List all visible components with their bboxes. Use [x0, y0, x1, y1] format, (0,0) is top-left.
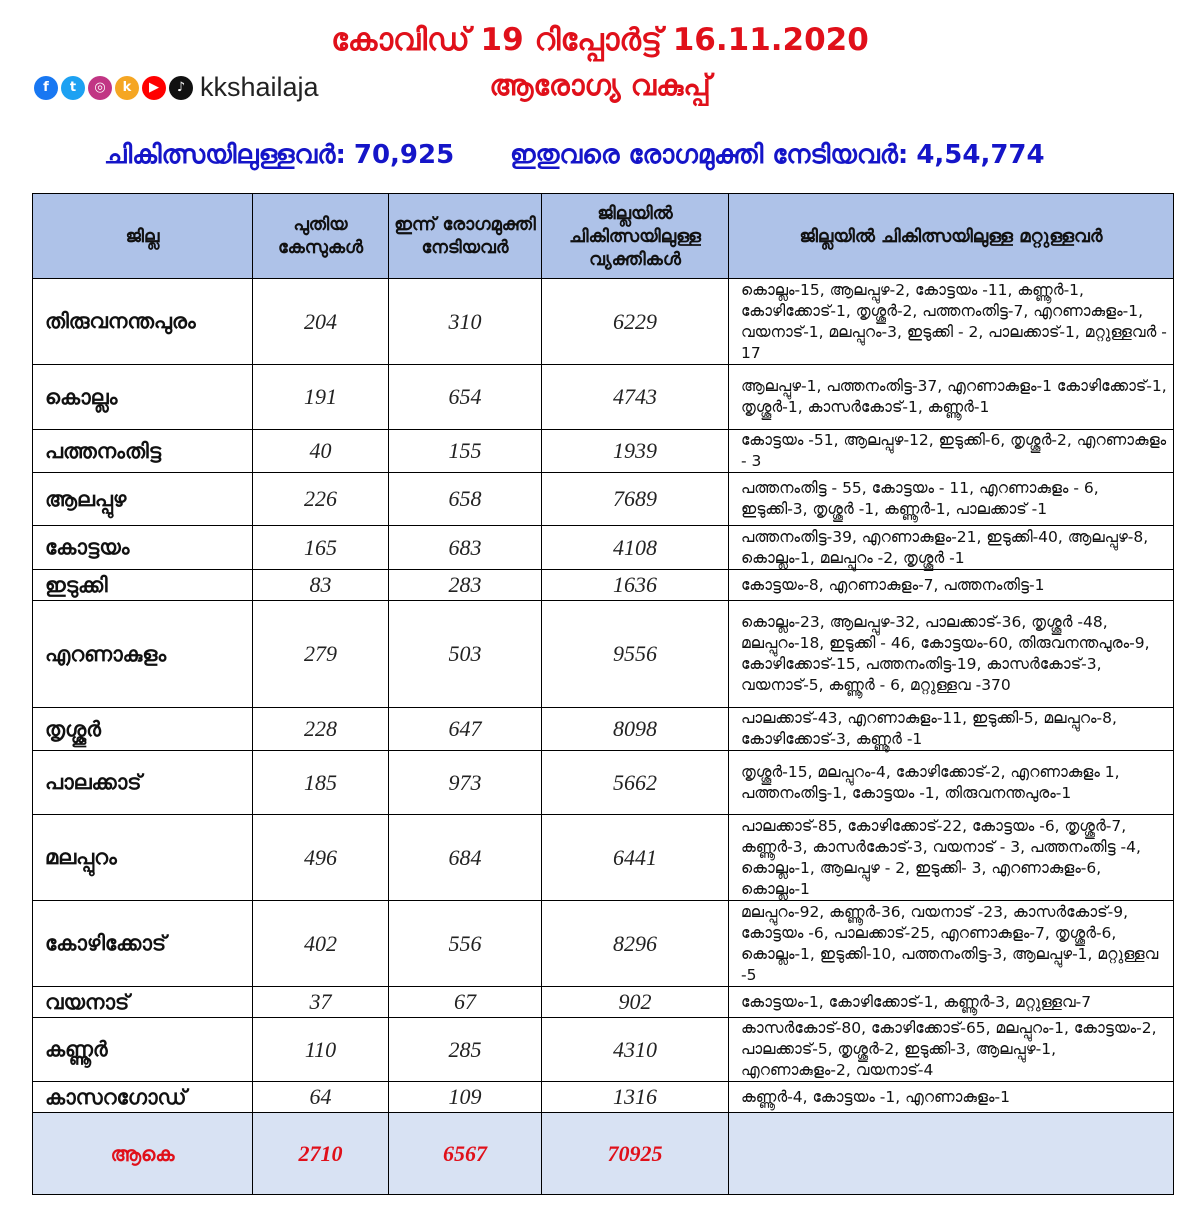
table-row [33, 526, 1174, 570]
new-cases-cell: 37 [253, 987, 389, 1018]
table-header-row [33, 194, 1174, 279]
new-cases-cell: 496 [253, 815, 389, 901]
district-cell: കോഴിക്കോട് [33, 901, 253, 987]
new-cases-cell: 279 [253, 601, 389, 708]
table-row [33, 570, 1174, 601]
others-cell: കൊല്ലം-15, ആലപ്പുഴ-2, കോട്ടയം -11, കണ്ണൂർ-1, കോഴിക്കോട്-1, തൃശ്ശൂർ-2, പത്തനംതിട്ട-7, എറണാകുളം-1, വയനാട്-1, മലപ്പുറം-3, ഇടുക്കി - 2, പാലക്കാട്-1, മറ്റുള്ളവർ - 17 [729, 279, 1174, 365]
tiktok-icon: ♪ [169, 76, 193, 100]
others-cell: പാലക്കാട്-85, കോഴിക്കോട്-22, കോട്ടയം -6, തൃശ്ശൂർ-7, കണ്ണൂർ-3, കാസർകോട്-3, വയനാട് - 3, പത്തനംതിട്ട -4, കൊല്ലം-1, ആലപ്പുഴ - 2, ഇടുക്കി- 3, എറണാകുളം-6, കൊല്ലം-1 [729, 815, 1174, 901]
report-subtitle: ആരോഗ്യ വകുപ്പ് [489, 68, 711, 102]
recovered-cell: 155 [389, 430, 542, 473]
district-cell: കാസറഗോഡ് [33, 1082, 253, 1113]
under-treatment-cell: 8098 [542, 708, 729, 751]
total-recovered: 6567 [389, 1113, 542, 1195]
table-row [33, 1082, 1174, 1113]
under-treatment-cell: 1316 [542, 1082, 729, 1113]
others-cell: കണ്ണൂർ-4, കോട്ടയം -1, എറണാകുളം-1 [729, 1082, 1174, 1113]
district-cell: കണ്ണൂർ [33, 1018, 253, 1082]
new-cases-cell: 185 [253, 751, 389, 815]
instagram-icon: ◎ [88, 76, 112, 100]
new-cases-cell: 191 [253, 365, 389, 430]
new-cases-cell: 402 [253, 901, 389, 987]
district-cell: കോട്ടയം [33, 526, 253, 570]
facebook-icon: f [34, 76, 58, 100]
others-cell: കോട്ടയം -51, ആലപ്പുഴ-12, ഇടുക്കി-6, തൃശ്ശൂർ-2, എറണാകുളം - 3 [729, 430, 1174, 473]
under-treatment-cell: 7689 [542, 473, 729, 526]
new-cases-cell: 64 [253, 1082, 389, 1113]
table-row [33, 473, 1174, 526]
district-cell: വയനാട് [33, 987, 253, 1018]
new-cases-cell: 226 [253, 473, 389, 526]
under-treatment-cell: 5662 [542, 751, 729, 815]
social-handle: kkshailaja [200, 72, 319, 102]
header-district: ജില്ല [33, 194, 253, 279]
recovered-cell: 684 [389, 815, 542, 901]
others-cell: തൃശ്ശൂർ-15, മലപ്പുറം-4, കോഴിക്കോട്-2, എറണാകുളം 1, പത്തനംതിട്ട-1, കോട്ടയം -1, തിരുവനന്തപുരം-1 [729, 751, 1174, 815]
recovered-cell: 67 [389, 987, 542, 1018]
total-new-cases: 2710 [253, 1113, 389, 1195]
header-under-treatment: ജില്ലയിൽ ചികിത്സയിലുള്ള വ്യക്തികൾ [542, 194, 729, 279]
under-treatment-cell: 902 [542, 987, 729, 1018]
others-cell: കോട്ടയം-8, എറണാകുളം-7, പത്തനംതിട്ട-1 [729, 570, 1174, 601]
table-row [33, 901, 1174, 987]
new-cases-cell: 165 [253, 526, 389, 570]
district-cell: പാലക്കാട് [33, 751, 253, 815]
table-row [33, 708, 1174, 751]
recovered-label: ഇതുവരെ രോഗമുക്തി നേടിയവർ: [510, 140, 909, 170]
others-cell: മലപ്പുറം-92, കണ്ണൂർ-36, വയനാട് -23, കാസർകോട്-9, കോട്ടയം -6, പാലക്കാട്-25, എറണാകുളം-7, തൃശ്ശൂർ-6, കൊല്ലം-1, ഇടുക്കി-10, പത്തനംതിട്ട-3, ആലപ്പുഴ-1, മറ്റുള്ളവ -5 [729, 901, 1174, 987]
new-cases-cell: 110 [253, 1018, 389, 1082]
header-recovered: ഇന്ന് രോഗമുക്തി നേടിയവർ [389, 194, 542, 279]
recovered-cell: 556 [389, 901, 542, 987]
new-cases-cell: 228 [253, 708, 389, 751]
table-row [33, 1018, 1174, 1082]
others-cell: ആലപ്പുഴ-1, പത്തനംതിട്ട-37, എറണാകുളം-1 കോഴിക്കോട്-1, തൃശ്ശൂർ-1, കാസർകോട്-1, കണ്ണൂർ-1 [729, 365, 1174, 430]
under-treatment-cell: 4108 [542, 526, 729, 570]
recovered-cell: 658 [389, 473, 542, 526]
total-row [33, 1113, 1174, 1195]
recovered-cell: 683 [389, 526, 542, 570]
under-treatment-cell: 1636 [542, 570, 729, 601]
district-cell: കൊല്ലം [33, 365, 253, 430]
recovered-value: 4,54,774 [916, 140, 1045, 170]
table-row [33, 751, 1174, 815]
others-cell: കാസർകോട്-80, കോഴിക്കോട്-65, മലപ്പുറം-1, കോട്ടയം-2, പാലക്കാട്-5, തൃശ്ശൂർ-2, ഇടുക്കി-3, ആലപ്പുഴ-1, എറണാകുളം-2, വയനാട്-4 [729, 1018, 1174, 1082]
table-row [33, 601, 1174, 708]
recovered-cell: 647 [389, 708, 542, 751]
recovered-cell: 283 [389, 570, 542, 601]
under-treatment-cell: 6441 [542, 815, 729, 901]
recovered-cell: 310 [389, 279, 542, 365]
recovered-cell: 285 [389, 1018, 542, 1082]
youtube-icon: ▶ [142, 76, 166, 100]
table-row [33, 987, 1174, 1018]
new-cases-cell: 40 [253, 430, 389, 473]
new-cases-cell: 204 [253, 279, 389, 365]
under-treatment-cell: 4310 [542, 1018, 729, 1082]
total-label: ആകെ [33, 1113, 253, 1195]
others-cell: പാലക്കാട്-43, എറണാകുളം-11, ഇടുക്കി-5, മലപ്പുറം-8, കോഴിക്കോട്-3, കണ്ണൂർ -1 [729, 708, 1174, 751]
header-others: ജില്ലയിൽ ചികിത്സയിലുള്ള മറ്റുള്ളവർ [729, 194, 1174, 279]
table-row [33, 815, 1174, 901]
recovered-cell: 654 [389, 365, 542, 430]
district-cell: ഇടുക്കി [33, 570, 253, 601]
table-row [33, 365, 1174, 430]
under-treatment-cell: 9556 [542, 601, 729, 708]
others-cell: കോട്ടയം-1, കോഴിക്കോട്-1, കണ്ണൂർ-3, മറ്റുള്ളവ-7 [729, 987, 1174, 1018]
under-treatment-summary [104, 140, 454, 171]
social-bar [34, 72, 319, 103]
header-new-cases: പുതിയ കേസുകൾ [253, 194, 389, 279]
under-treatment-label: ചികിത്സയിലുള്ളവർ: [104, 140, 346, 170]
district-table [32, 193, 1174, 1195]
district-cell: എറണാകുളം [33, 601, 253, 708]
table-row [33, 279, 1174, 365]
new-cases-cell: 83 [253, 570, 389, 601]
twitter-icon: t [61, 76, 85, 100]
recovered-cell: 503 [389, 601, 542, 708]
under-treatment-value: 70,925 [353, 140, 455, 170]
total-under-treatment: 70925 [542, 1113, 729, 1195]
others-cell: പത്തനംതിട്ട - 55, കോട്ടയം - 11, എറണാകുളം - 6, ഇടുക്കി-3, തൃശ്ശൂർ -1, കണ്ണൂർ-1, പാലക്കാട് -1 [729, 473, 1174, 526]
district-cell: മലപ്പുറം [33, 815, 253, 901]
under-treatment-cell: 6229 [542, 279, 729, 365]
others-cell: പത്തനംതിട്ട-39, എറണാകുളം-21, ഇടുക്കി-40, ആലപ്പുഴ-8, കൊല്ലം-1, മലപ്പുറം -2, തൃശ്ശൂർ -1 [729, 526, 1174, 570]
district-cell: തിരുവനന്തപുരം [33, 279, 253, 365]
report-title: കോവിഡ് 19 റിപ്പോർട്ട് 16.11.2020 [331, 22, 869, 58]
total-empty-cell [729, 1113, 1174, 1195]
recovered-cell: 109 [389, 1082, 542, 1113]
under-treatment-cell: 4743 [542, 365, 729, 430]
district-cell: ആലപ്പുഴ [33, 473, 253, 526]
koo-icon: k [115, 76, 139, 100]
under-treatment-cell: 8296 [542, 901, 729, 987]
under-treatment-cell: 1939 [542, 430, 729, 473]
table-row [33, 430, 1174, 473]
district-cell: പത്തനംതിട്ട [33, 430, 253, 473]
recovered-summary [510, 140, 1045, 171]
others-cell: കൊല്ലം-23, ആലപ്പുഴ-32, പാലക്കാട്-36, തൃശ്ശൂർ -48, മലപ്പുറം-18, ഇടുക്കി - 46, കോട്ടയം-60, തിരുവനന്തപുരം-9, കോഴിക്കോട്-15, പത്തനംതിട്ട-19, കാസർകോട്-3, വയനാട്-5, കണ്ണൂർ - 6, മറ്റുള്ളവ -370 [729, 601, 1174, 708]
district-cell: തൃശ്ശൂർ [33, 708, 253, 751]
recovered-cell: 973 [389, 751, 542, 815]
